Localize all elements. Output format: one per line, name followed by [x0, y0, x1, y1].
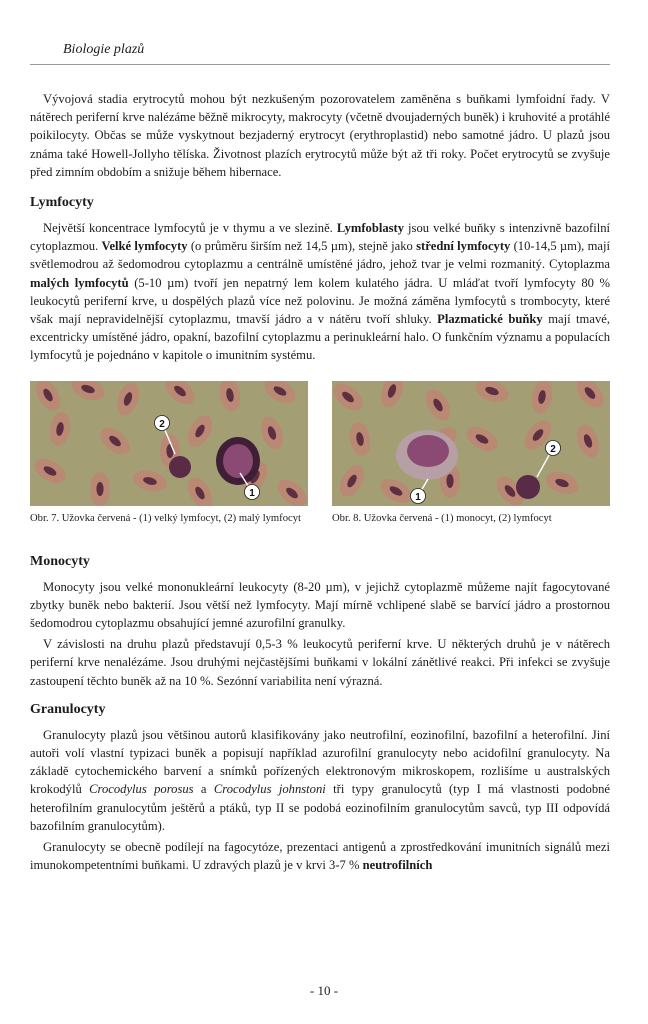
micrograph-7: [30, 381, 308, 506]
text-run: a: [193, 782, 214, 797]
text-run: Monocyty jsou velké mononukleární leukocyty (8-20 µm), v jejichž cytoplazmě můžeme najít fagocytované zbytky buněk nebo bakterií. Jsou větší než lymfocyty. Mají mírně vchlipené slabě se barvící jádro a prostornou šedomodrou cytoplazmu obsahující jemné azurofilní granulky.: [30, 579, 610, 631]
lymphocyte: [516, 475, 540, 499]
paragraph-granulocytes-2: [30, 838, 610, 874]
page-number: - 10 -: [309, 983, 339, 998]
marker-label: 1: [415, 491, 421, 503]
heading-monocytes: Monocyty: [30, 553, 90, 569]
bold-term: Velké lymfocyty: [101, 239, 188, 254]
header-rule: [30, 64, 610, 65]
italic-term: Crocodylus porosus: [89, 782, 194, 797]
text-run: V závislosti na druhu plazů představují 0,5-3 % leukocytů periferní krve. U některých druhů je v nátěrech periferní krve nenalézáme. Jsou druhými nejčastějšími buňkami v lokální zánětlivé reakci. Při infekci se zvyšuje zastoupení těchto buněk až na 10 %. Sezónní variabilita není výrazná.: [30, 637, 610, 688]
figure-row: [30, 381, 610, 526]
italic-term: Crocodylus johnstoni: [213, 782, 326, 797]
erythrocyte-nucleus: [96, 482, 103, 496]
text-run: jsou velké buňky s intenzivně bazofilní cytoplazmou.: [30, 221, 610, 254]
bold-term: střední lymfocyty: [416, 239, 511, 254]
bold-term: neutrofilních: [362, 858, 433, 873]
paragraph-granulocytes-1: [30, 726, 610, 835]
marker-label: 2: [159, 418, 165, 430]
page-body: [30, 90, 610, 877]
erythrocyte-nucleus: [446, 474, 453, 488]
text-run: Granulocyty se obecně podílejí na fagocytóze, prezentaci antigenů a zprostředkování imunitních signálů mezi imunokompetentními buňkami. U zdravých plazů je v krvi 3-7 %: [30, 840, 610, 873]
erythrocyte: [90, 472, 110, 506]
figure-7: [30, 381, 308, 526]
text-run: Granulocyty plazů jsou většinou autorů klasifikovány jako neutrofilní, eozinofilní, bazofilní a heterofilní. Jiní autoři volí vlastní typizaci buněk a popisují například azurofilní granulocyty nebo acidofilní granulocyty. Na základě cytochemického barvení a snímků pořízených elektronovým mikroskopem, rozlišíme u australských krokodýlů: [30, 727, 610, 797]
small-lymphocyte: [169, 456, 191, 478]
bold-term: malých lymfocytů: [30, 275, 129, 290]
text-run: mají tmavé, excentricky umístěné jádro, opakní, bazofilní cytoplazmu a perinukleární halo. O funkčním významu a populacích lymfocytů je pojednáno v kapitole o imunitním systému.: [30, 312, 610, 363]
heading-lymphocytes: Lymfocyty: [30, 195, 94, 211]
paragraph-erythrocytes: [30, 90, 610, 181]
monocyte-nucleus: [407, 435, 449, 467]
text-run: (5-10 µm) tvoří jen nepatrný lem kolem kulatého jádra. U mláďat tvoří lymfocyty 80 % leukocytů periferní krve, u dospělých plazů více než polovinu. Je možná záměna lymfocytů s trombocyty, které však mají nepravidelnější cytoplazmu, tmavší jádro a v nátěru tvoří shluky.: [30, 275, 610, 327]
text-run: (o průměru širším než 14,5 µm), stejně jako: [187, 239, 417, 254]
running-head: Biologie plazů: [63, 42, 145, 57]
bold-term: Plazmatické buňky: [437, 312, 543, 327]
heading-granulocytes: Granulocyty: [30, 701, 106, 717]
marker-label: 1: [249, 487, 255, 499]
erythrocyte-nucleus: [166, 444, 173, 458]
large-lymphocyte-nucleus: [223, 444, 253, 478]
text-run: tři typy granulocytů (typ I má vlastnosti podobné heterofilním granulocytům ještěrů a ptáků, typ II se podobá eozinofilním granulocytům savců, typ III odpovídá bazofilním granulocytům).: [30, 782, 611, 833]
paragraph-lymphocytes: [30, 219, 610, 365]
micrograph-8: [332, 381, 610, 506]
figure-8: [332, 381, 610, 526]
paragraph-monocytes-1: [30, 578, 610, 633]
text-run: Největší koncentrace lymfocytů je v thymu a ve slezině.: [43, 221, 337, 236]
figure-7-caption: Obr. 7. Užovka červená - (1) velký lymfocyt, (2) malý lymfocyt: [30, 512, 301, 524]
bold-term: Lymfoblasty: [336, 221, 405, 236]
figure-8-caption: Obr. 8. Užovka červená - (1) monocyt, (2) lymfocyt: [332, 512, 552, 524]
text-run: Vývojová stadia erytrocytů mohou být nezkušeným pozorovatelem zaměněna s buňkami lymfoidní řady. V nátěrech periferní krve nalézáme běžně mikrocyty, makrocyty (včetně dvoujaderných buněk) i kruhovité a protáhlé poikilocyty. Občas se může vyskytnout bezjaderný erytrocyt (erythroplastid) nebo samotné jádro. U plazů jsou známa také Howell-Jollyho tělíska. Životnost plazích erytrocytů může být až tři roky. Počet erytrocytů se zvyšuje před zimním obdobím a snižuje během hibernace.: [30, 92, 610, 179]
text-run: (10-14,5 µm), mají světlemodrou až šedomodrou cytoplazmu a centrálně umístěné jádro, jehož tvar je velmi rozmanitý. Cytoplazma: [30, 239, 610, 272]
marker-label: 2: [550, 443, 556, 455]
paragraph-monocytes-2: [30, 635, 610, 690]
